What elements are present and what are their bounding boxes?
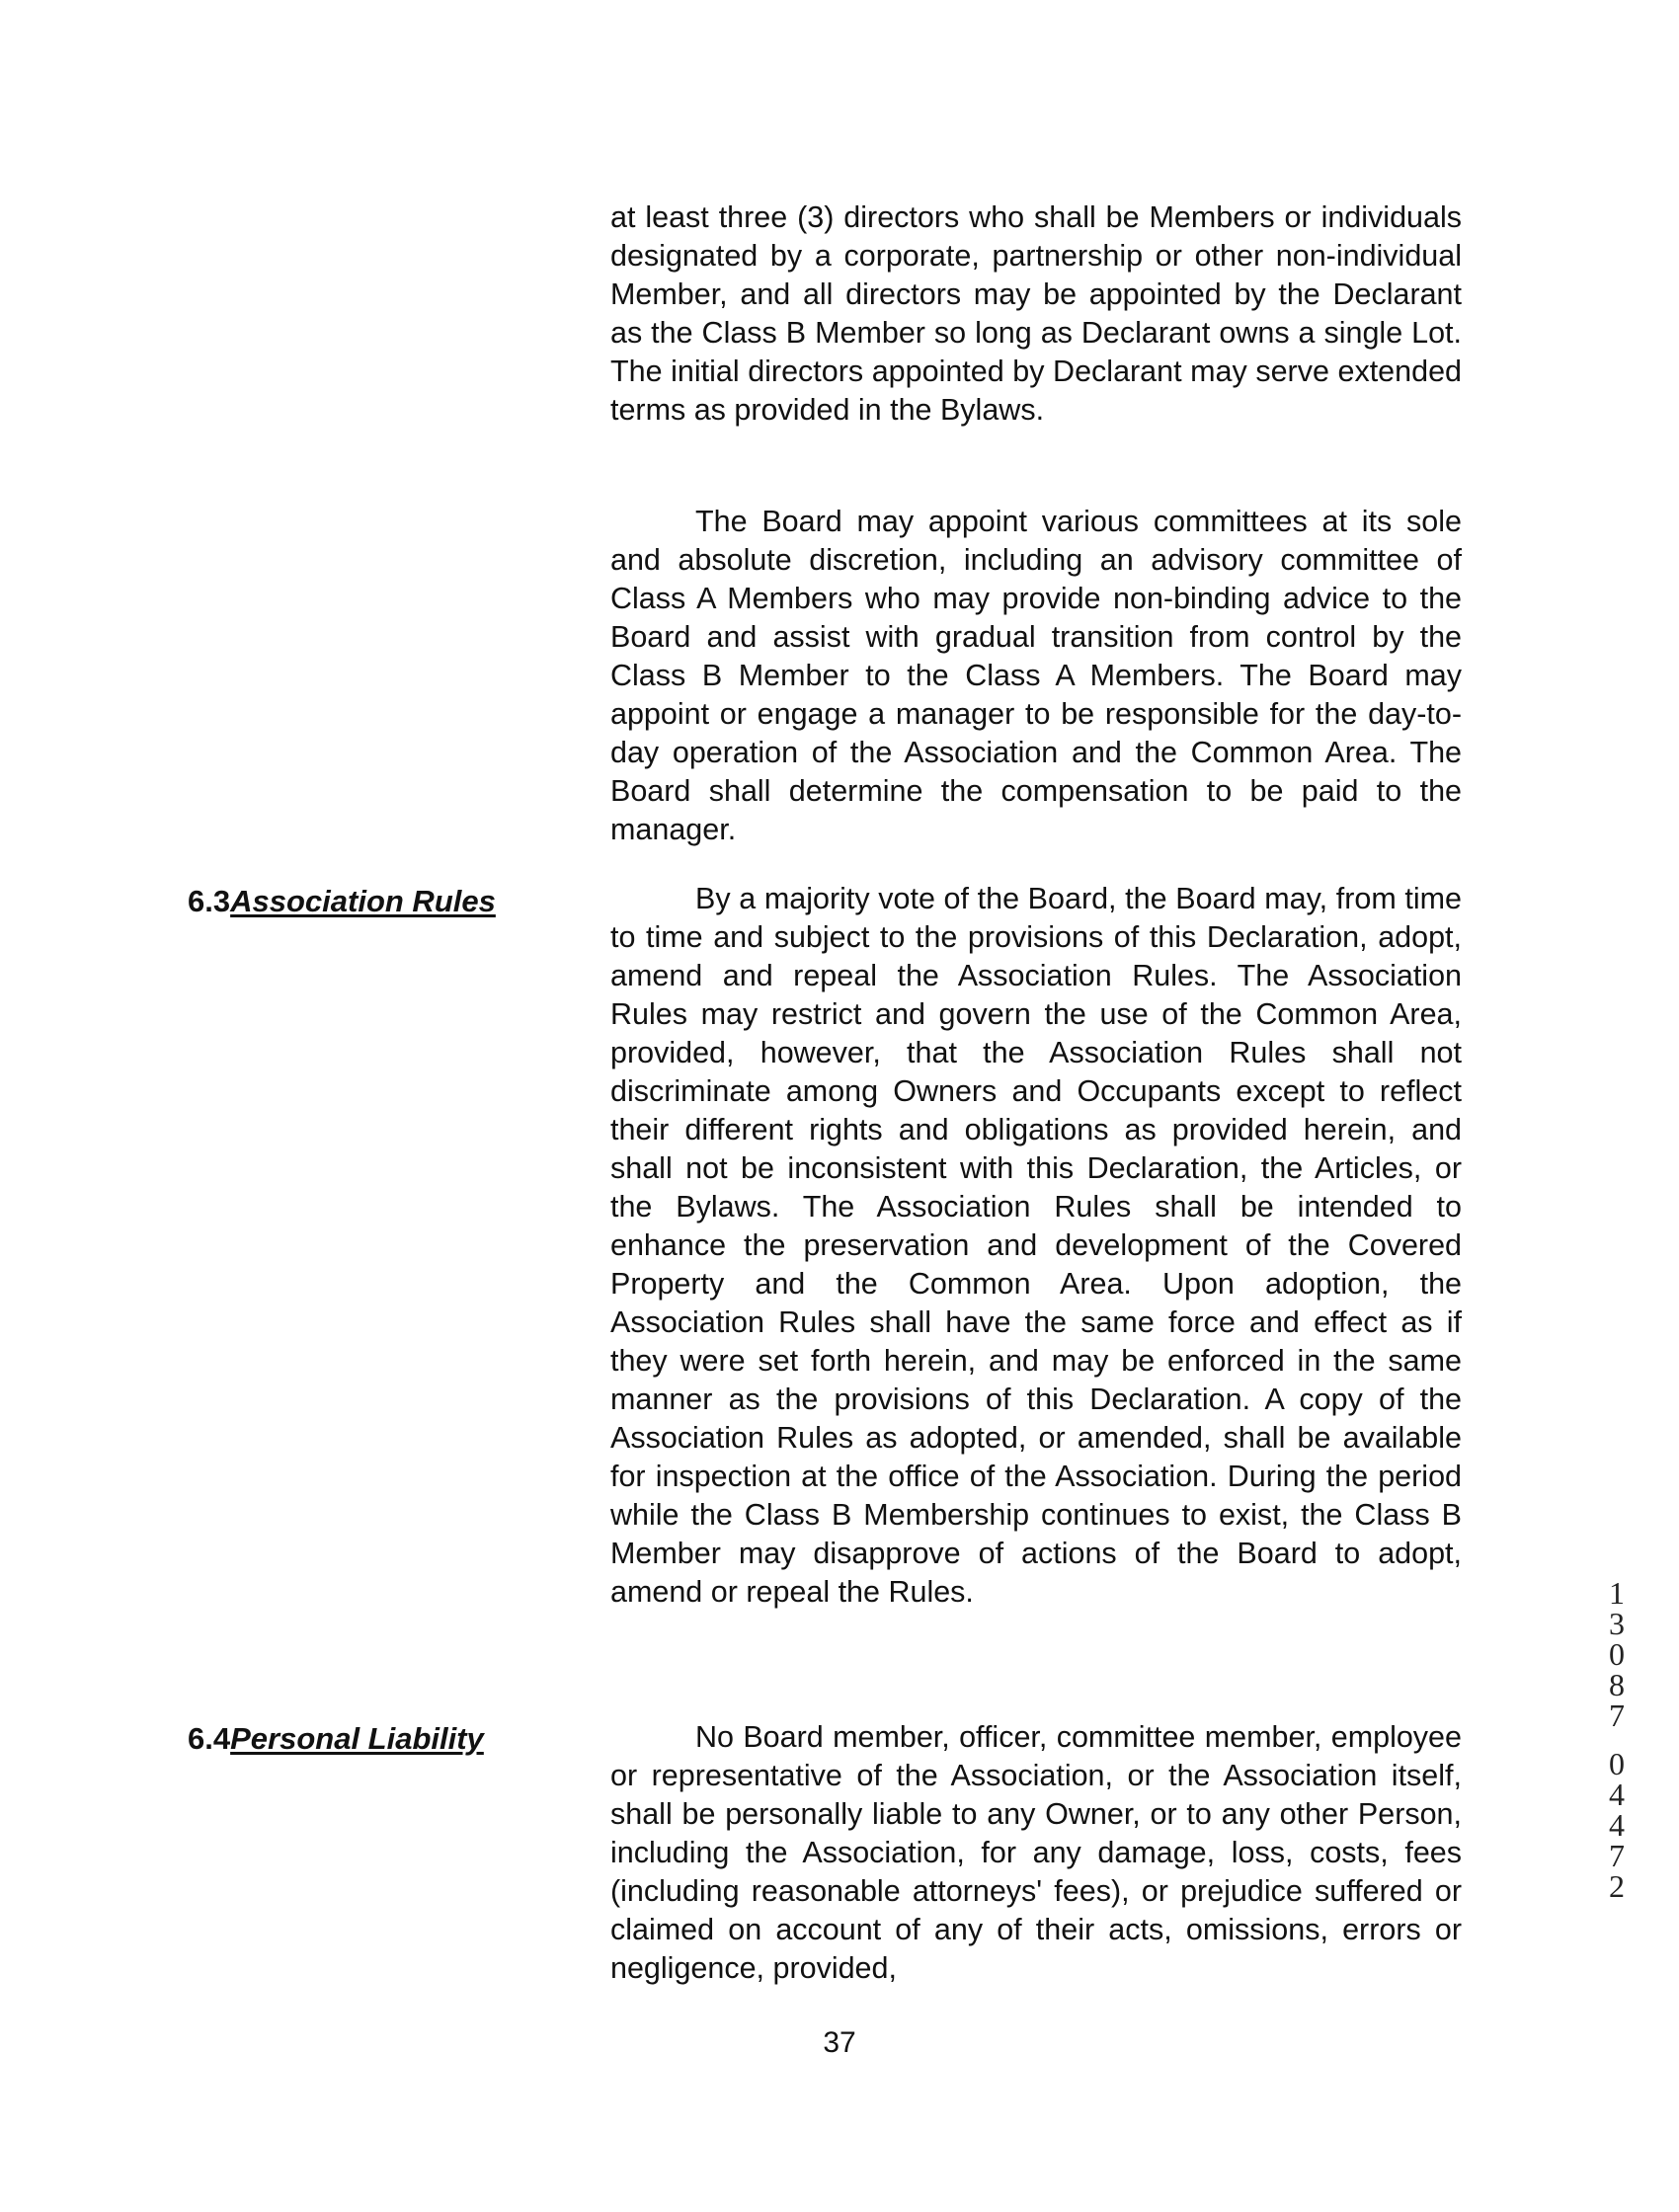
section-title: Association Rules [230,884,496,918]
paragraph-directors-continued: at least three (3) directors who shall be Members or individuals designated by a corporate, partnership or other non-individual Member, and all directors may be appointed by the Declarant as the Class B Member so long as Declarant owns a single Lot. The initial directors appointed by Declarant may serve extended terms as provided in the Bylaws. [610,200,1462,427]
stamp-digit: 2 [1609,1868,1625,1904]
stamp-digit: 3 [1609,1606,1625,1641]
stamp-digit: 4 [1609,1777,1625,1812]
paragraph-personal-liability: No Board member, officer, committee member, employee or representative of the Association, or the Association itself, shall be personally liable to any Owner, or to any other Person, including the Association, for any damage, loss, costs, fees (including reasonable attorneys' fees), or prejudice suffered or claimed on account of any of their acts, omissions, errors or negligence, provided, [610,1720,1462,1985]
paragraph-committees: The Board may appoint various committees at its sole and absolute discretion, including an advisory committee of Class A Members who may provide non-binding advice to the Board and assist with gradual transition from control by the Class B Member to the Class A Members. The Board may appoint or engage a manager to be responsible for the day-to-day operation of the Association and the Common Area. The Board shall determine the compensation to be paid to the manager. [610,505,1462,846]
section-title: Personal Liability [230,1721,484,1756]
section-heading-personal-liability [188,1719,484,1758]
stamp-digit: 0 [1609,1636,1625,1672]
stamp-digit: 1 [1609,1575,1625,1611]
stamp-digit: 4 [1609,1807,1625,1843]
section-number: 6.4 [188,1721,231,1756]
stamp-digit: 8 [1609,1667,1625,1702]
paragraph-association-rules: By a majority vote of the Board, the Board may, from time to time and subject to the provisions of this Declaration, adopt, amend and repeal the Association Rules. The Association Rules may restrict and govern the use of the Common Area, provided, however, that the Association Rules shall not discriminate among Owners and Occupants except to reflect their different rights and obligations as provided herein, and shall not be inconsistent with this Declaration, the Articles, or the Bylaws. The Association Rules shall be intended to enhance the preservation and development of the Covered Property and the Common Area. Upon adoption, the Association Rules shall have the same force and effect as if they were set forth herein, and may be enforced in the same manner as the provisions of this Declaration. A copy of the Association Rules as adopted, or amended, shall be available for inspection at the office of the Association. During the period while the Class B Membership continues to exist, the Class B Member may disapprove of actions of the Board to adopt, amend or repeal the Rules. [610,882,1462,1609]
section-heading-association-rules [188,882,496,920]
page-number: 37 [823,2026,856,2059]
stamp-digit: 7 [1609,1838,1625,1873]
section-number: 6.3 [188,884,231,918]
stamp-digit: 7 [1609,1698,1625,1733]
recording-stamp [1597,1575,1637,1904]
stamp-digit: 0 [1609,1746,1625,1781]
